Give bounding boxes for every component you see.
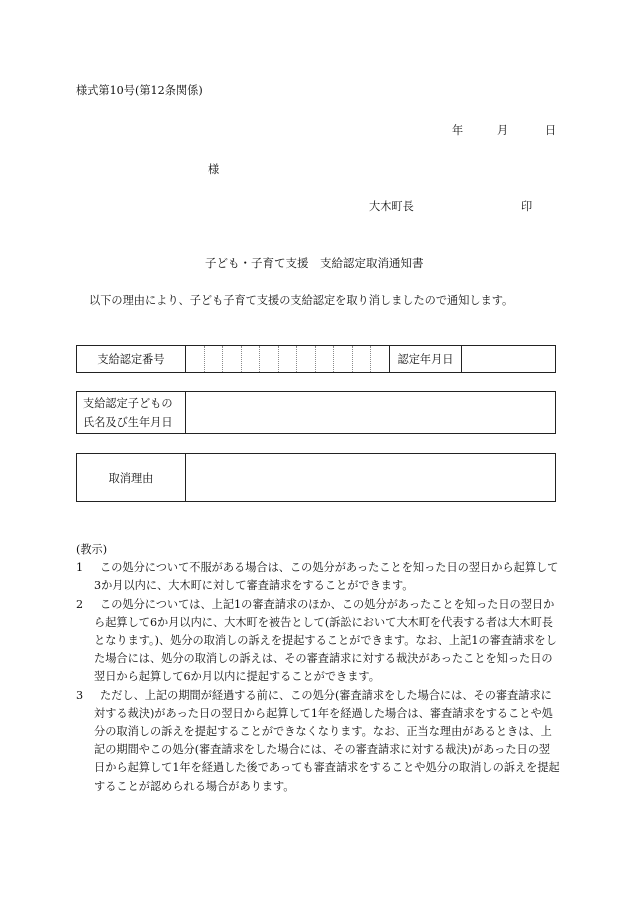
issuer-title: 大木町長 [369,200,414,213]
note-number: 2 [76,597,84,611]
doc-title: 子ども・子育て支援 支給認定取消通知書 [205,256,424,270]
note-item-1 [76,559,560,595]
cert-date-field[interactable] [462,346,555,372]
child-info-table [76,391,556,434]
note-text: この処分については、上記1の審査請求のほか、この処分があったことを知った日の翌日から起算して6か月以内に、大木町を被告として(訴訟において大木町を代表する者は大木町長となります。)、処分の取消しの訴えを提起することができます。なお、上記1の審査請求をした場合には、処分の取消しの訴えは、その審査請求に対する裁決があったことを知った日の翌日から起算して6か月以内に提起することができます。 [94,597,557,684]
child-info-label [77,392,186,433]
cert-date-label: 認定年月日 [390,346,462,372]
cert-number-label: 支給認定番号 [77,346,186,372]
notes-section [76,541,560,796]
note-item-2 [76,596,560,687]
reason-field[interactable] [186,454,555,501]
child-label-line2: 氏名及び生年月日 [83,415,173,429]
issuer-seal: 印 [521,200,533,213]
note-item-3 [76,687,560,796]
intro-text: 以下の理由により、子ども子育て支援の支給認定を取り消しましたので通知します。 [89,294,514,307]
note-text: この処分について不服がある場合は、この処分があったことを知った日の翌日から起算して3か月以内に、大木町に対して審査請求をすることができます。 [94,561,559,593]
date-day-label: 日 [545,124,557,137]
date-month-label: 月 [497,124,509,137]
cert-number-field[interactable] [186,346,390,372]
notes-heading: (教示) [76,543,108,556]
cert-number-table [76,345,556,373]
reason-label: 取消理由 [77,454,186,501]
note-text: ただし、上記の期間が経過する前に、この処分(審査請求をした場合には、その審査請求に対する裁決)があった日の翌日から起算して1年を経過した場合は、審査請求をすることや処分の取消しの訴えを提起することができなくなります。なお、正当な理由があるときは、上記の期間やこの処分(審査請求をした場合には、その審査請求に対する裁決)があった日の翌日から起算して1年を経過した後であっても審査請求をすることや処分の取消しの訴えを提起することが認められる場合があります。 [94,688,560,793]
child-label-line1: 支給認定子どもの [83,396,173,410]
form-number: 様式第10号(第12条関係) [76,84,203,97]
note-number: 3 [76,688,84,702]
addressee-suffix: 様 [208,163,220,176]
reason-table [76,453,556,502]
note-number: 1 [76,561,84,575]
child-info-field[interactable] [186,392,555,433]
cert-number-digit-boxes [186,346,389,372]
date-year-label: 年 [452,124,464,137]
